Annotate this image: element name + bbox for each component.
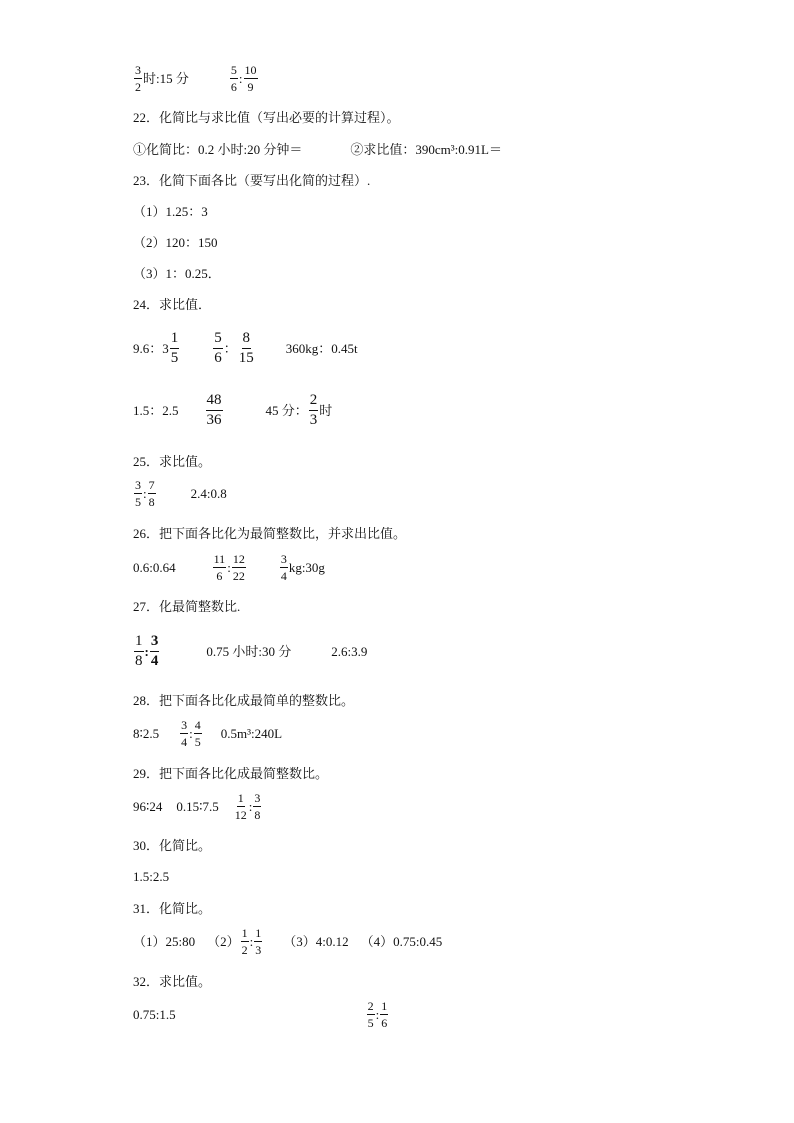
fraction-1-6: $\frac{1}{6}$ xyxy=(381,999,388,1030)
fraction-3-4: $\frac{3}{4}$ xyxy=(150,633,159,669)
question-25-title: 25．求比值。 xyxy=(133,454,212,469)
question-23-item-1: （1）1.25：3 xyxy=(133,204,208,219)
fraction-8-15: $\frac{8}{15}$ xyxy=(238,330,254,366)
question-24-row-1: 9.6：3 $\frac{1}{5}$ $\frac{5}{6}$ ： $\frac{8}{15}$ 360kg：0.45t xyxy=(133,330,358,366)
fraction-5-6: $\frac{5}{6}$ xyxy=(230,63,237,94)
question-27-title: 27．化最简整数比. xyxy=(133,599,241,614)
fraction-4-5: $\frac{4}{5}$ xyxy=(194,718,201,749)
question-23-item-2: （2）120：150 xyxy=(133,235,218,250)
fraction-3-4: $\frac{3}{4}$ xyxy=(181,718,188,749)
fraction-3-2: $\frac{3}{2}$ xyxy=(135,63,141,94)
question-29-items: 96∶24 0.15∶7.5 $\frac{1}{12}$ : $\frac{3}{8}$ xyxy=(133,791,261,822)
question-31-items: （1）25:80 （2） $\frac{1}{2}$ : $\frac{1}{3}$ （3）4:0.12 （4）0.75:0.45 xyxy=(133,926,443,957)
question-22-title: 22．化简比与求比值（写出必要的计算过程）。 xyxy=(133,110,400,125)
fraction-3-8: $\frac{3}{8}$ xyxy=(254,791,261,822)
fraction-7-8: $\frac{7}{8}$ xyxy=(148,478,155,509)
fraction-1-12: $\frac{1}{12}$ xyxy=(234,791,247,822)
question-26-title: 26．把下面各比化为最简整数比，并求出比值。 xyxy=(133,526,407,541)
fraction-3-5: $\frac{3}{5}$ xyxy=(135,478,141,509)
question-24-row-2: 1.5：2.5 $\frac{48}{36}$ 45 分： $\frac{2}{3}$ 时 xyxy=(133,392,333,428)
fraction-1-8: $\frac{1}{8}$ xyxy=(135,633,143,669)
question-30-title: 30．化简比。 xyxy=(133,838,212,853)
fraction-1-2: $\frac{1}{2}$ xyxy=(241,926,248,957)
question-32-title: 32．求比值。 xyxy=(133,974,212,989)
fraction-5-6: $\frac{5}{6}$ xyxy=(214,330,222,366)
question-22-items: ①化简比：0.2 小时:20 分钟＝ ②求比值：390cm³:0.91L＝ xyxy=(133,142,502,157)
fraction-10-9: $\frac{10}{9}$ xyxy=(244,63,257,94)
question-23-title: 23．化简下面各比（要写出化简的过程）. xyxy=(133,173,371,188)
question-29-title: 29．把下面各比化成最简整数比。 xyxy=(133,766,329,781)
fraction-12-22: $\frac{12}{22}$ xyxy=(232,552,245,583)
question-25-items: $\frac{3}{5}$ : $\frac{7}{8}$ 2.4:0.8 xyxy=(135,478,227,509)
question-31-title: 31．化简比。 xyxy=(133,901,212,916)
question-23-item-3: （3）1：0.25． xyxy=(133,266,221,281)
fraction-1-3: $\frac{1}{3}$ xyxy=(255,926,262,957)
question-28-title: 28．把下面各比化成最简单的整数比。 xyxy=(133,693,355,708)
question-32-items: 0.75:1.5 $\frac{2}{5}$ : $\frac{1}{6}$ xyxy=(133,999,388,1030)
fraction-3-4: $\frac{3}{4}$ xyxy=(280,552,287,583)
question-27-items: $\frac{1}{8}$ : $\frac{3}{4}$ 0.75 小时:30 分 2.6:3.9 xyxy=(135,633,368,669)
question-26-items: 0.6:0.64 $\frac{11}{6}$ : $\frac{12}{22}$ $\frac{3}{4}$ kg:30g xyxy=(133,552,325,583)
fraction-48-36: $\frac{48}{36}$ xyxy=(206,392,222,428)
question-30-item: 1.5:2.5 xyxy=(133,869,170,884)
fraction-11-6: $\frac{11}{6}$ xyxy=(213,552,226,583)
fraction-2-3: $\frac{2}{3}$ xyxy=(309,392,318,428)
question-24-title: 24．求比值． xyxy=(133,297,212,312)
fraction-1-5: $\frac{1}{5}$ xyxy=(170,330,179,366)
prev-question-items: $\frac{3}{2}$ 时:15 分 $\frac{5}{6}$ : $\frac{10}{9}$ xyxy=(135,63,257,94)
fraction-2-5: $\frac{2}{5}$ xyxy=(367,999,374,1030)
question-28-items: 8∶2.5 $\frac{3}{4}$ : $\frac{4}{5}$ 0.5m³:240L xyxy=(133,718,283,749)
